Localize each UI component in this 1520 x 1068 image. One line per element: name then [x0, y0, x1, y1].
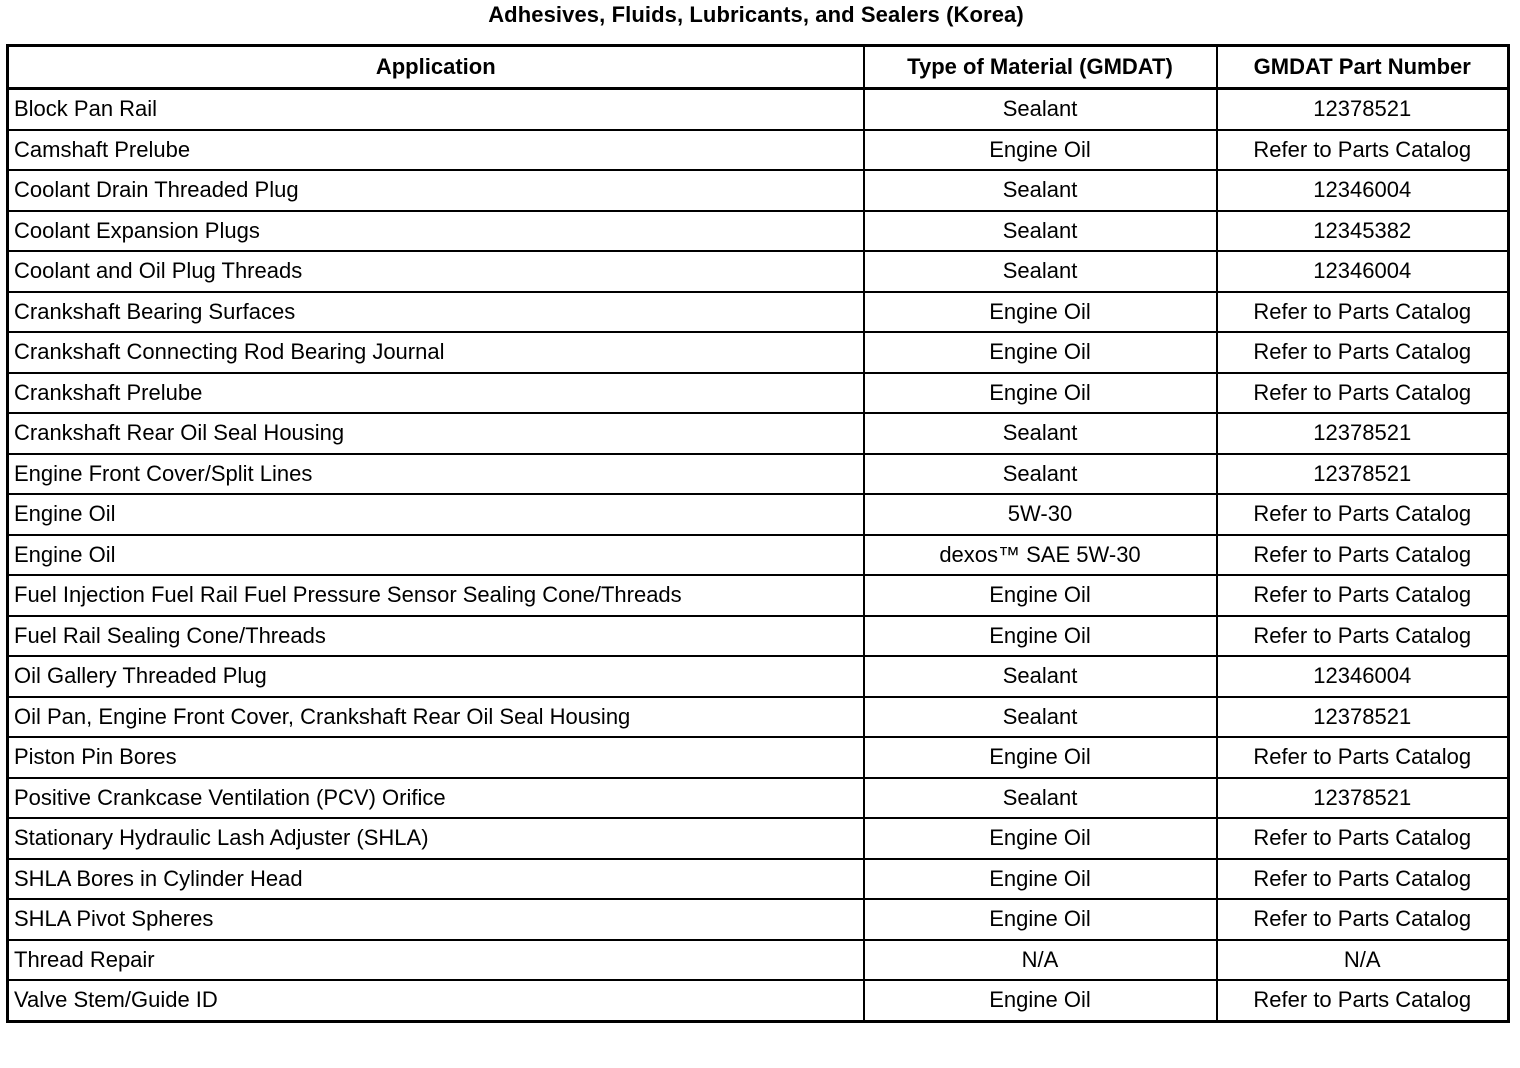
cell-part-number: 12346004 [1217, 656, 1509, 697]
cell-part-number: Refer to Parts Catalog [1217, 980, 1509, 1021]
cell-part-number: Refer to Parts Catalog [1217, 818, 1509, 859]
cell-part-number: Refer to Parts Catalog [1217, 859, 1509, 900]
cell-application: SHLA Pivot Spheres [8, 899, 864, 940]
cell-part-number: 12378521 [1217, 454, 1509, 495]
table-row [8, 211, 1509, 252]
table-row [8, 575, 1509, 616]
cell-application: Oil Gallery Threaded Plug [8, 656, 864, 697]
cell-material: dexos™ SAE 5W-30 [864, 535, 1217, 576]
table-row [8, 413, 1509, 454]
header-row [8, 46, 1509, 89]
cell-material: Engine Oil [864, 292, 1217, 333]
cell-application: Positive Crankcase Ventilation (PCV) Orifice [8, 778, 864, 819]
cell-material: Engine Oil [864, 818, 1217, 859]
cell-material: Engine Oil [864, 980, 1217, 1021]
cell-part-number: 12378521 [1217, 89, 1509, 130]
table-row [8, 535, 1509, 576]
cell-part-number: Refer to Parts Catalog [1217, 535, 1509, 576]
cell-part-number: Refer to Parts Catalog [1217, 130, 1509, 171]
table-row [8, 170, 1509, 211]
table-row [8, 940, 1509, 981]
cell-material: Sealant [864, 413, 1217, 454]
cell-part-number: 12378521 [1217, 778, 1509, 819]
cell-application: Crankshaft Connecting Rod Bearing Journal [8, 332, 864, 373]
cell-part-number: Refer to Parts Catalog [1217, 292, 1509, 333]
cell-material: Sealant [864, 697, 1217, 738]
table-row [8, 697, 1509, 738]
cell-application: Crankshaft Prelube [8, 373, 864, 414]
cell-application: Engine Oil [8, 535, 864, 576]
cell-application: Engine Front Cover/Split Lines [8, 454, 864, 495]
cell-part-number: Refer to Parts Catalog [1217, 373, 1509, 414]
cell-material: Engine Oil [864, 859, 1217, 900]
cell-material: Sealant [864, 211, 1217, 252]
table-row [8, 737, 1509, 778]
cell-application: Camshaft Prelube [8, 130, 864, 171]
table-row [8, 373, 1509, 414]
cell-application: Coolant and Oil Plug Threads [8, 251, 864, 292]
cell-application: SHLA Bores in Cylinder Head [8, 859, 864, 900]
cell-part-number: Refer to Parts Catalog [1217, 494, 1509, 535]
cell-material: N/A [864, 940, 1217, 981]
table-row [8, 130, 1509, 171]
cell-application: Coolant Expansion Plugs [8, 211, 864, 252]
cell-material: Sealant [864, 89, 1217, 130]
cell-application: Block Pan Rail [8, 89, 864, 130]
cell-material: Engine Oil [864, 899, 1217, 940]
cell-material: Engine Oil [864, 737, 1217, 778]
cell-material: Engine Oil [864, 130, 1217, 171]
cell-application: Fuel Rail Sealing Cone/Threads [8, 616, 864, 657]
table-row [8, 454, 1509, 495]
cell-material: Sealant [864, 170, 1217, 211]
table-row [8, 292, 1509, 333]
table-row [8, 980, 1509, 1021]
table-row [8, 332, 1509, 373]
table-row [8, 899, 1509, 940]
cell-material: Sealant [864, 778, 1217, 819]
table-row [8, 494, 1509, 535]
table-row [8, 818, 1509, 859]
cell-part-number: Refer to Parts Catalog [1217, 899, 1509, 940]
cell-material: Sealant [864, 656, 1217, 697]
cell-part-number: 12345382 [1217, 211, 1509, 252]
cell-application: Crankshaft Rear Oil Seal Housing [8, 413, 864, 454]
cell-part-number: 12346004 [1217, 170, 1509, 211]
cell-material: Sealant [864, 454, 1217, 495]
cell-application: Valve Stem/Guide ID [8, 980, 864, 1021]
cell-material: Engine Oil [864, 575, 1217, 616]
page-title: Adhesives, Fluids, Lubricants, and Sealers (Korea) [488, 2, 1024, 27]
table-row [8, 89, 1509, 130]
table-row [8, 616, 1509, 657]
cell-application: Piston Pin Bores [8, 737, 864, 778]
cell-application: Crankshaft Bearing Surfaces [8, 292, 864, 333]
cell-part-number: 12346004 [1217, 251, 1509, 292]
cell-material: Engine Oil [864, 616, 1217, 657]
cell-application: Oil Pan, Engine Front Cover, Crankshaft Rear Oil Seal Housing [8, 697, 864, 738]
table-row [8, 859, 1509, 900]
column-header-material: Type of Material (GMDAT) [864, 46, 1217, 89]
table-row [8, 251, 1509, 292]
table-body [8, 89, 1509, 1022]
cell-application: Coolant Drain Threaded Plug [8, 170, 864, 211]
cell-material: Sealant [864, 251, 1217, 292]
cell-part-number: N/A [1217, 940, 1509, 981]
cell-part-number: Refer to Parts Catalog [1217, 616, 1509, 657]
materials-table [6, 44, 1510, 1023]
cell-part-number: 12378521 [1217, 697, 1509, 738]
cell-part-number: Refer to Parts Catalog [1217, 737, 1509, 778]
cell-application: Engine Oil [8, 494, 864, 535]
cell-part-number: Refer to Parts Catalog [1217, 332, 1509, 373]
column-header-application: Application [8, 46, 864, 89]
cell-application: Thread Repair [8, 940, 864, 981]
table-row [8, 778, 1509, 819]
cell-part-number: Refer to Parts Catalog [1217, 575, 1509, 616]
cell-part-number: 12378521 [1217, 413, 1509, 454]
cell-material: Engine Oil [864, 373, 1217, 414]
cell-application: Fuel Injection Fuel Rail Fuel Pressure Sensor Sealing Cone/Threads [8, 575, 864, 616]
cell-material: Engine Oil [864, 332, 1217, 373]
cell-application: Stationary Hydraulic Lash Adjuster (SHLA) [8, 818, 864, 859]
table-row [8, 656, 1509, 697]
column-header-part-number: GMDAT Part Number [1217, 46, 1509, 89]
cell-material: 5W-30 [864, 494, 1217, 535]
